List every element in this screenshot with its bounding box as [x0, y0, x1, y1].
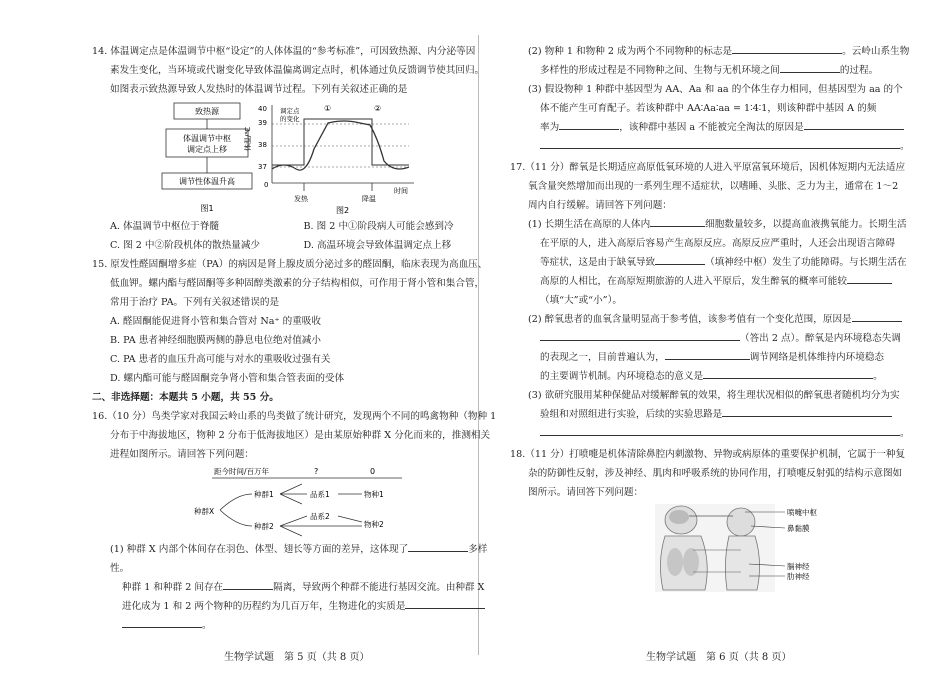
- q16-stem: 进程如图所示。请回答下列问题：: [110, 449, 254, 460]
- answer-blank[interactable]: [804, 118, 904, 130]
- answer-blank[interactable]: [852, 310, 902, 322]
- answer-blank[interactable]: [703, 367, 873, 379]
- fig2-legend: 调定点: [280, 107, 300, 115]
- fig2-mark: ②: [374, 104, 382, 113]
- q17-part1: (1) 长期生活在高原的人体内 细胞数量较多，以提高血液携氧能力。长期生活: [510, 215, 910, 234]
- q15-stem: 15. 原发性醛固酮增多症（PA）的病因是肾上腺皮质分泌过多的醛固酮，临床表现为高血压、: [92, 259, 488, 270]
- fig16-node-x: 种群X: [194, 507, 215, 516]
- brain-outline: [669, 510, 689, 524]
- q17-part2: （答出 2 点）。醉氧是内环境稳态失调: [510, 329, 910, 348]
- fig16-node-s1: 品系1: [310, 490, 330, 499]
- page-footer: 生物学试题 第 6 页（共 8 页）: [646, 652, 792, 663]
- fig16-node-s2: 品系2: [310, 512, 330, 521]
- answer-blank[interactable]: [540, 424, 900, 436]
- fig18-label: 喷嚏中枢: [787, 508, 817, 517]
- fig2-tick: 0: [264, 181, 269, 189]
- q14-figures: [92, 99, 497, 217]
- q16-part1: 进化成为 1 和 2 两个物种的历程约为几百万年，生物进化的实质是: [92, 597, 497, 616]
- fig18-label: 膈神经: [787, 562, 810, 571]
- q15-stem: 低血钾。螺内酯与醛固酮等多种固醇类激素的分子结构相似，可作用于肾小管和集合管，: [110, 278, 485, 289]
- fig16-zero: 0: [370, 467, 376, 476]
- fig2-tick: 37: [258, 163, 267, 171]
- answer-blank[interactable]: [540, 329, 740, 341]
- q16-part1: (1) 种群 X 内部个体间存在羽色、体型、翅长等方面的差异，这体现了 多样性。: [92, 540, 497, 578]
- q14-figure-2: [244, 99, 424, 217]
- fig1-box2: 体温调节中枢: [183, 134, 231, 143]
- q16-part3: 率为 ，该种群中基因 a 不能被完全淘汰的原因是: [510, 118, 910, 137]
- q17-part3: (3) 欲研究服用某种保健品对缓解醉氧的效果，将生理状况相似的醉氧患者随机均分为实: [528, 390, 900, 401]
- answer-blank[interactable]: [650, 215, 705, 227]
- q16-stem: 16.（10 分）鸟类学家对我国云岭山系的鸟类做了统计研究，发现两个不同的鸣禽物种（物种 1: [92, 411, 497, 422]
- q17-part2: (2) 醉氧患者的血氧含量明显高于参考值，该参考值有一个变化范围，原因是: [510, 310, 910, 329]
- q16-part3: 。: [510, 137, 910, 156]
- fig16-axis-label: 距今时间/百万年: [214, 467, 270, 476]
- answer-blank[interactable]: [223, 578, 273, 590]
- answer-blank[interactable]: [732, 42, 842, 54]
- q17-part1: （填“大”或“小”）。: [540, 295, 622, 306]
- answer-blank[interactable]: [665, 348, 750, 360]
- option-a[interactable]: A. 体温调节中枢位于脊髓: [110, 221, 219, 232]
- fig16-node-p2: 种群2: [254, 522, 274, 531]
- answer-blank[interactable]: [847, 272, 892, 284]
- right-column: [510, 42, 910, 594]
- fig16-q: ?: [314, 467, 319, 476]
- q16-part2: 多样性的形成过程是不同物种之间、生物与无机环境之间 的过程。: [510, 61, 910, 80]
- fig2-xlabel: 降温: [362, 195, 376, 203]
- q16-part3: 体不能产生可育配子。若该种群中 AA∶Aa∶aa = 1∶4∶1，则该种群中基因 A 的频: [540, 103, 877, 114]
- fig1-box2: 调定点上移: [187, 145, 227, 154]
- fig16-node-sp2: 物种2: [364, 520, 384, 529]
- option-c[interactable]: C. 图 2 中②阶段机体的散热量减少: [110, 240, 261, 251]
- option-c[interactable]: C. PA 患者的血压升高可能与对水的重吸收过强有关: [110, 354, 331, 365]
- fig1-box3: 调节性体温升高: [179, 177, 235, 186]
- q17-stem: 氧含量突然增加而出现的一系列生理不适症状，以嗜睡、头胀、乏力为主，通常在 1～2: [528, 181, 899, 192]
- left-column: [92, 42, 497, 635]
- fig16-node-sp1: 物种1: [364, 490, 384, 499]
- option-b[interactable]: B. PA 患者神经细胞膜两侧的静息电位绝对值减小: [110, 335, 321, 346]
- q18-stem: 图所示。请回答下列问题：: [528, 487, 644, 498]
- q18-stem: 18.（11 分）打喷嚏是机体清除鼻腔内刺激物、异物或病原体的重要保护机制，它属于一种复: [510, 449, 906, 460]
- answer-blank[interactable]: [408, 540, 468, 552]
- q16-part1: 种群 1 和种群 2 间存在 隔离，导致两个种群不能进行基因交流。由种群 X: [92, 578, 497, 597]
- q16-part3: (3) 假设物种 1 种群中基因型为 AA、Aa 和 aa 的个体生存力相同，但基因型为 aa 的个: [528, 84, 903, 95]
- option-d[interactable]: D. 螺内酯可能与醛固酮竞争肾小管和集合管表面的受体: [110, 373, 345, 384]
- fig2-ylabel: 体温/℃: [244, 126, 252, 151]
- answer-blank[interactable]: [405, 597, 485, 609]
- fig2-tick: 39: [258, 119, 267, 127]
- q16-figure: [192, 464, 492, 540]
- fig2-mark: ①: [324, 104, 332, 113]
- q17-part3: 。: [510, 424, 910, 443]
- q17-part1: 高原的人相比，在高原短期旅游的人进入平原后，发生醉氧的概率可能较: [510, 272, 910, 291]
- option-b[interactable]: B. 图 2 中①阶段病人可能会感到冷: [303, 221, 454, 232]
- option-a[interactable]: A. 醛固酮能促进肾小管和集合管对 Na⁺ 的重吸收: [110, 316, 321, 327]
- q16-stem: 分布于中海拔地区，物种 2 分布于低海拔地区）是由某原始种群 X 分化而来的，推测相关: [110, 430, 491, 441]
- option-d[interactable]: D. 高温环境会导致体温调定点上移: [303, 240, 452, 251]
- fig2-caption: 图2: [336, 206, 350, 215]
- fig2-xlabel: 时间: [394, 187, 408, 195]
- answer-blank[interactable]: [122, 616, 202, 628]
- answer-blank[interactable]: [540, 137, 900, 149]
- q17-part3: 验组和对照组进行实验，后续的实验思路是: [510, 405, 910, 424]
- fig2-legend: 的变化: [280, 115, 300, 123]
- q17-stem: 17.（11 分）醉氧是长期适应高原低氧环境的人进入平原富氧环境后，因机体短期内无法适应: [510, 162, 906, 173]
- answer-blank[interactable]: [655, 253, 705, 265]
- fig2-tick: 38: [258, 141, 267, 149]
- fig2-xlabel: 发热: [294, 195, 308, 203]
- fig2-tick: 40: [258, 105, 267, 113]
- section-heading: 二、非选择题：本题共 5 小题，共 55 分。: [92, 392, 279, 403]
- answer-blank[interactable]: [780, 61, 840, 73]
- q17-part2: 的主要调节机制。内环境稳态的意义是 。: [510, 367, 910, 386]
- q14-stem: 如图表示致热源导致人发热时的体温调节过程。下列有关叙述正确的是: [110, 84, 408, 95]
- fig18-label: 肋神经: [787, 572, 810, 581]
- fig1-caption: 图1: [200, 204, 214, 213]
- answer-blank[interactable]: [722, 405, 892, 417]
- q17-part1: 在平原的人，进入高原后容易产生高原反应。高原反应严重时，人还会出现语言障碍: [540, 238, 895, 249]
- q18-reflex-arc-figure: [645, 502, 845, 594]
- q14-options: [92, 217, 497, 236]
- fig16-node-p1: 种群1: [254, 490, 274, 499]
- q16-part1: 。: [92, 616, 497, 635]
- q18-stem: 杂的防御性反射，涉及神经、肌肉和呼吸系统的协同作用，打喷嚏反射弧的结构示意图如: [528, 468, 903, 479]
- answer-blank[interactable]: [559, 118, 619, 130]
- q17-part2: 的表现之一，目前普遍认为， 调节网络是机体维持内环境稳态: [510, 348, 910, 367]
- q17-part1: 等症状，这是由于缺氧导致 （填神经中枢）发生了功能障碍。与长期生活在: [510, 253, 910, 272]
- fig18-label: 鼻黏膜: [787, 524, 810, 533]
- page-footer: 生物学试题 第 5 页（共 8 页）: [224, 652, 370, 663]
- q14-stem: 素发生变化，当环境或代谢变化导致体温偏离调定点时，机体通过负反馈调节使其回归。: [110, 65, 485, 76]
- fig1-box1: 致热源: [195, 107, 219, 116]
- q17-stem: 周内自行缓解。请回答下列问题：: [528, 200, 672, 211]
- q14-options: [92, 236, 497, 255]
- q16-part2: (2) 物种 1 和物种 2 成为两个不同物种的标志是 。云岭山系生物: [510, 42, 910, 61]
- q14-stem: 14. 体温调定点是体温调节中枢“设定”的人体体温的“参考标准”，可因致热源、内分泌等因: [92, 46, 476, 57]
- q15-stem: 常用于治疗 PA。下列有关叙述错误的是: [110, 297, 280, 308]
